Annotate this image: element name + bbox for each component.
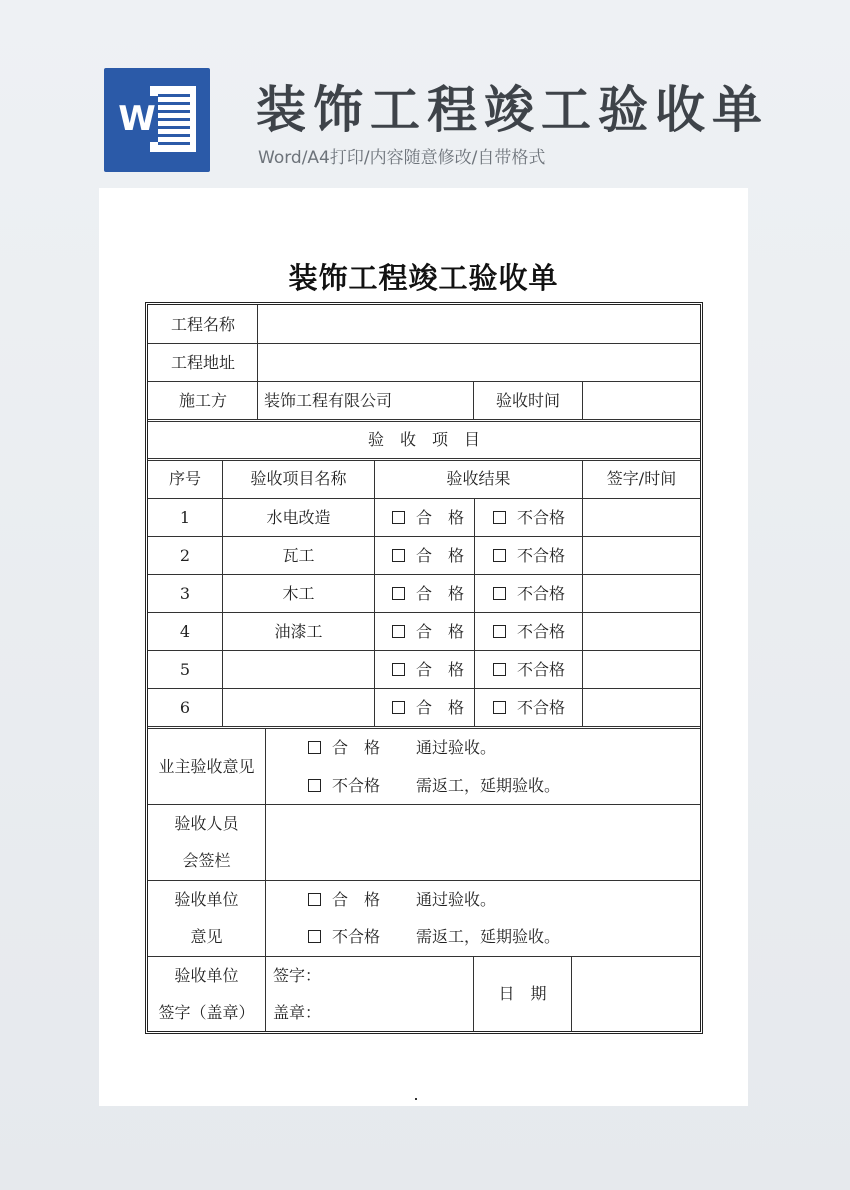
word-document-icon (104, 68, 210, 172)
unit-opinion-label-line1: 验收单位 (174, 890, 239, 909)
row-item-name: 瓦工 (282, 546, 315, 565)
checkbox-icon (392, 549, 405, 562)
inspectors-label-line1: 验收人员 (174, 814, 239, 833)
pass-checkbox[interactable]: 合 格 (392, 508, 464, 528)
header-title: 装饰工程竣工验收单 (256, 81, 769, 139)
owner-pass-checkbox[interactable]: 合 格 (308, 738, 380, 758)
inspectors-signature-area[interactable] (272, 815, 692, 871)
contractor-value[interactable]: 装饰工程有限公司 (264, 391, 393, 410)
row-number: 4 (179, 622, 191, 641)
column-header-item-name: 验收项目名称 (250, 469, 347, 488)
fail-checkbox[interactable]: 不合格 (493, 508, 565, 528)
fail-checkbox[interactable]: 不合格 (493, 546, 565, 566)
checkbox-icon (493, 549, 506, 562)
pass-checkbox[interactable]: 合 格 (392, 660, 464, 680)
unit-sign-label-line2: 签字（盖章） (158, 1003, 255, 1022)
pass-checkbox[interactable]: 合 格 (392, 584, 464, 604)
contractor-label: 施工方 (178, 391, 227, 410)
checkbox-icon (493, 511, 506, 524)
inspectors-label-line2: 会签栏 (182, 851, 231, 870)
row-number: 3 (179, 584, 191, 603)
checkbox-icon (493, 663, 506, 676)
header-subtitle: Word/A4打印/内容随意修改/自带格式 (258, 148, 546, 168)
fail-checkbox[interactable]: 不合格 (493, 698, 565, 718)
acceptance-time-label: 验收时间 (495, 391, 560, 410)
owner-fail-note: 需返工，延期验收。 (416, 776, 561, 795)
checkbox-icon (392, 663, 405, 676)
column-header-result: 验收结果 (446, 469, 511, 488)
row-item-name: 木工 (282, 584, 315, 603)
row-number: 5 (179, 660, 191, 679)
owner-pass-note: 通过验收。 (416, 738, 497, 757)
checkbox-icon (493, 625, 506, 638)
fail-checkbox[interactable]: 不合格 (493, 660, 565, 680)
pass-checkbox[interactable]: 合 格 (392, 698, 464, 718)
unit-fail-checkbox[interactable]: 不合格 (308, 927, 380, 947)
unit-pass-note: 通过验收。 (416, 890, 497, 909)
project-name-field[interactable] (263, 315, 693, 335)
checkbox-icon (308, 893, 321, 906)
owner-fail-checkbox[interactable]: 不合格 (308, 776, 380, 796)
checkbox-icon (392, 587, 405, 600)
row-number: 6 (179, 698, 191, 717)
pass-checkbox[interactable]: 合 格 (392, 546, 464, 566)
unit-sign-label-line1: 验收单位 (174, 966, 239, 985)
column-header-sign-time: 签字/时间 (606, 469, 677, 488)
date-field[interactable] (578, 965, 693, 1021)
unit-pass-checkbox[interactable]: 合 格 (308, 890, 380, 910)
items-section-title: 验 收 项 目 (367, 430, 480, 449)
project-address-field[interactable] (263, 353, 693, 373)
page-dot (415, 1098, 417, 1100)
acceptance-form (145, 302, 703, 1034)
row-number: 2 (179, 546, 191, 565)
checkbox-icon (392, 511, 405, 524)
fail-checkbox[interactable]: 不合格 (493, 622, 565, 642)
document-title: 装饰工程竣工验收单 (288, 261, 559, 295)
checkbox-icon (493, 701, 506, 714)
checkbox-icon (493, 587, 506, 600)
signature-field-label[interactable]: 签字： (273, 966, 322, 985)
project-name-label: 工程名称 (170, 315, 235, 334)
checkbox-icon (308, 779, 321, 792)
checkbox-icon (392, 625, 405, 638)
checkbox-icon (308, 741, 321, 754)
row-item-name: 油漆工 (274, 622, 323, 641)
project-address-label: 工程地址 (170, 353, 235, 372)
row-number: 1 (179, 508, 191, 527)
owner-opinion-label: 业主验收意见 (158, 757, 255, 776)
checkbox-icon (392, 701, 405, 714)
date-label: 日 期 (498, 984, 547, 1003)
checkbox-icon (308, 930, 321, 943)
row-item-name: 水电改造 (266, 508, 331, 527)
unit-fail-note: 需返工，延期验收。 (416, 927, 561, 946)
word-letter-badge: W (116, 96, 158, 142)
column-header-no: 序号 (168, 469, 201, 488)
acceptance-time-field[interactable] (588, 391, 698, 411)
unit-opinion-label-line2: 意见 (190, 927, 223, 946)
stamp-field-label[interactable]: 盖章： (273, 1003, 322, 1022)
pass-checkbox[interactable]: 合 格 (392, 622, 464, 642)
fail-checkbox[interactable]: 不合格 (493, 584, 565, 604)
